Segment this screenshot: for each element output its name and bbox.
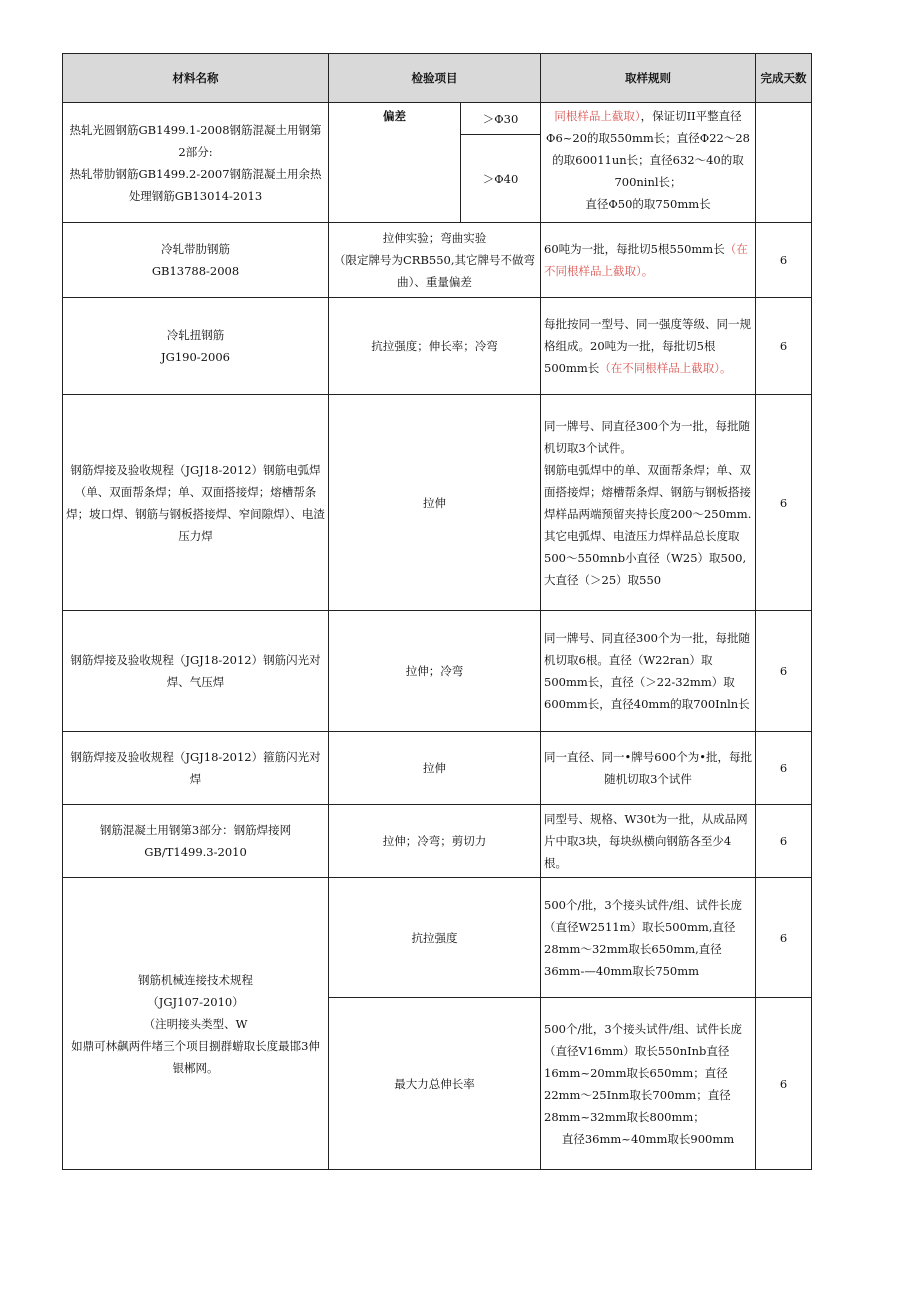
days-cell: 6 — [756, 223, 812, 298]
days-cell: 6 — [756, 805, 812, 878]
table-row — [63, 395, 812, 611]
table-row — [63, 805, 812, 878]
item-cell: 拉伸；冷弯 — [329, 611, 541, 732]
rule-cell: 每批按同一型号、同一强度等级、同一规格组成。20吨为一批，每批切5根500mm长（在不同根样品上截取）。 — [541, 298, 756, 395]
material-cell: 钢筋混凝土用钢第3部分：钢筋焊接网 GB/T1499.3-2010 — [63, 805, 329, 878]
days-cell: 6 — [756, 878, 812, 998]
sampling-rules-table — [62, 53, 812, 1170]
table-row — [63, 878, 812, 998]
item-cell: 拉伸 — [329, 395, 541, 611]
header-rule: 取样规则 — [541, 54, 756, 103]
rule-cell: 同一牌号、同直径300个为一批，每批随机切取6根。直径（W22ran）取500mm长，直径（＞22-32mm）取600mm长，直径40mm的取700Inln长 — [541, 611, 756, 732]
material-cell: 钢筋焊接及验收规程（JGJ18-2012）箍筋闪光对焊 — [63, 732, 329, 805]
rule-cell: 60吨为一批，每批切5根550mm长（在不同根样品上截取）。 — [541, 223, 756, 298]
material-cell: 热轧光圆钢筋GB1499.1-2008钢筋混凝土用钢第2部分: 热轧带肋钢筋GB1499.2-2007钢筋混凝土用余热处理钢筋GB13014-2013 — [63, 103, 329, 223]
sub-item-cell: ＞Φ40 — [461, 135, 541, 223]
days-cell: 6 — [756, 998, 812, 1170]
table-row — [63, 732, 812, 805]
item-cell: 拉伸；冷弯；剪切力 — [329, 805, 541, 878]
days-cell — [756, 103, 812, 223]
table-row — [63, 611, 812, 732]
header-item: 检验项目 — [329, 54, 541, 103]
item-cell: 抗拉强度；伸长率；冷弯 — [329, 298, 541, 395]
item-cell: 最大力总伸长率 — [329, 998, 541, 1170]
item-cell: 抗拉强度 — [329, 878, 541, 998]
table-header-row — [63, 54, 812, 103]
days-cell: 6 — [756, 395, 812, 611]
days-cell: 6 — [756, 611, 812, 732]
rule-cell: 500个/批，3个接头试件/组、试件长庞（直径W2511m）取长500mm,直径28mm～32mm取长650mm,直径36mm-—40mm取长750mm — [541, 878, 756, 998]
table-row — [63, 298, 812, 395]
header-material: 材料名称 — [63, 54, 329, 103]
material-cell: 冷轧扭钢筋 JG190-2006 — [63, 298, 329, 395]
item-cell: 偏差 — [329, 103, 461, 223]
material-cell: 钢筋焊接及验收规程（JGJ18-2012）钢筋电弧焊（单、双面帮条焊；单、双面搭接焊；熔槽帮条焊；坡口焊、钢筋与钢板搭接焊、窄间隙焊）、电渣压力焊 — [63, 395, 329, 611]
rule-cell: 500个/批，3个接头试件/组、试件长庞（直径V16mm）取长550nInb直径16mm~20mm取长650mm；直径22mm～25Inm取长700mm；直径28mm~32mm取长800mm； 直径36mm~40mm取长900mm — [541, 998, 756, 1170]
days-cell: 6 — [756, 298, 812, 395]
rule-cell: 同根样品上截取），保证切II平整直径Φ6~20的取550mm长；直径Φ22～28的取60011un长；直径632～40的取700ninl长； 直径Φ50的取750mm长 — [541, 103, 756, 223]
table-row — [63, 223, 812, 298]
rule-cell: 同一牌号、同直径300个为一批，每批随机切取3个试件。 钢筋电弧焊中的单、双面帮条焊；单、双面搭接焊；熔槽帮条焊、钢筋与钢板搭接焊样品两端预留夹持长度200～250mm. 其它电弧焊、电渣压力焊样品总长度取500～550mnb小直径（W25）取500,大直径（＞25）取550 — [541, 395, 756, 611]
days-cell: 6 — [756, 732, 812, 805]
sub-item-cell: ＞Φ30 — [461, 103, 541, 135]
table-row — [63, 103, 812, 135]
header-days: 完成天数 — [756, 54, 812, 103]
material-cell: 钢筋焊接及验收规程（JGJ18-2012）钢筋闪光对焊、气压焊 — [63, 611, 329, 732]
rule-cell: 同一直径、同一•牌号600个为•批，每批随机切取3个试件 — [541, 732, 756, 805]
material-cell: 钢筋机械连接技术规程 （JGJ107-2010） （注明接头类型、W 如鼎可林飙两件堵三个项目捌群蝣取长度最邯3伸银郴网。 — [63, 878, 329, 1170]
item-cell: 拉伸实验；弯曲实验 （限定牌号为CRB550,其它牌号不做弯曲）、重量偏差 — [329, 223, 541, 298]
item-cell: 拉伸 — [329, 732, 541, 805]
rule-cell: 同型号、规格、W30t为一批，从成品网片中取3块，每块纵横向钢筋各至少4根。 — [541, 805, 756, 878]
material-cell: 冷轧带肋钢筋 GB13788-2008 — [63, 223, 329, 298]
